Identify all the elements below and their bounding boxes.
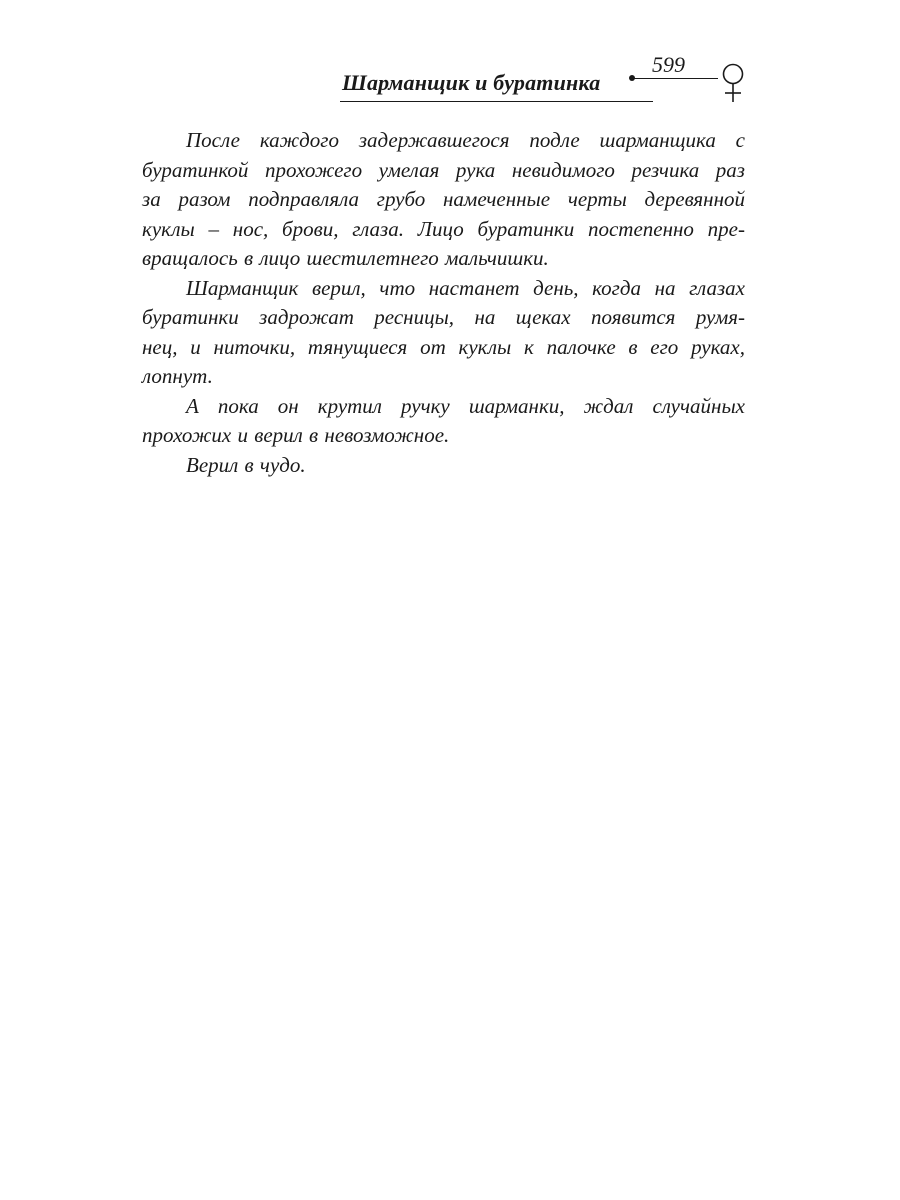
text-line: Верил в чудо. [186,452,306,477]
page-number: 599 [652,52,685,77]
text-line: нец, и ниточки, тянущиеся от куклы к палочке в его руках, [142,334,745,359]
venus-symbol-icon [718,62,748,104]
text-line: буратинкой прохожего умелая рука невидимого резчика раз [142,157,745,182]
text-line: за разом подправляла грубо намеченные черты деревянной [142,187,745,211]
running-title-underline [340,101,653,102]
text-line: А пока он крутил ручку шарманки, ждал случайных [186,393,745,418]
text-line: лопнут. [142,364,213,388]
text-line: вращалось в лицо шестилетнего мальчишки. [142,246,549,270]
running-header [300,52,760,106]
text-line: куклы – нос, брови, глаза. Лицо буратинки постепенно пре- [142,216,745,241]
running-title: Шарманщик и буратинка [342,70,601,95]
text-line: буратинки задрожат ресницы, на щеках появится румя- [142,305,745,329]
text-line: Шарманщик верил, что настанет день, когда на глазах [186,275,745,300]
text-line: прохожих и верил в невозможное. [142,423,450,447]
text-line: После каждого задержавшегося подле шарманщика с [186,128,745,152]
body-text [142,126,745,480]
